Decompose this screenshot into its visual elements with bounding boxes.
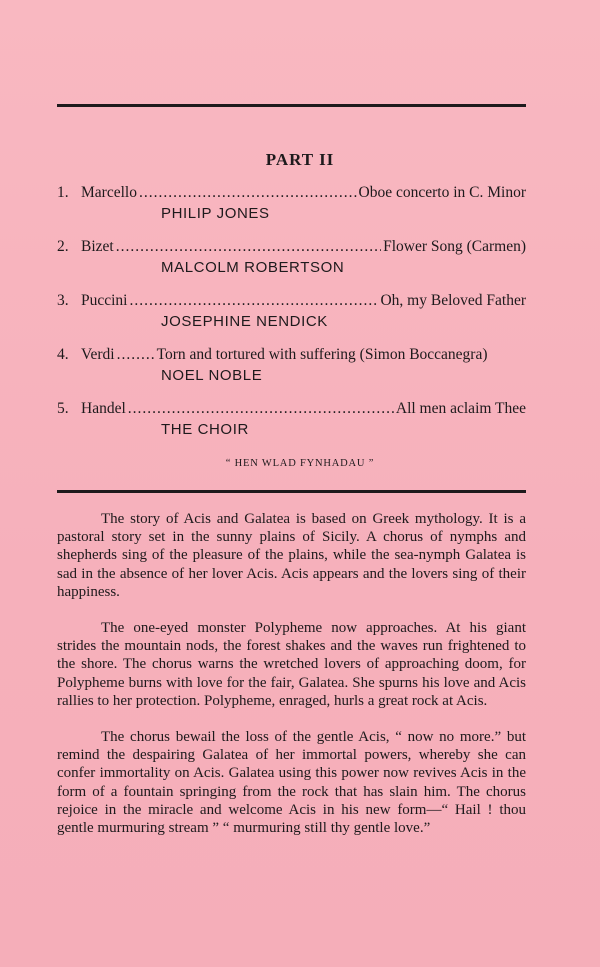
composer: Marcello — [81, 184, 137, 201]
dot-leader — [117, 345, 155, 365]
item-number: 1. — [57, 184, 69, 201]
top-divider — [57, 104, 526, 107]
work-title: Torn and tortured with suffering (Simon Boccanegra) — [156, 346, 488, 363]
dot-leader — [116, 237, 381, 257]
item-number: 5. — [57, 400, 69, 417]
performer: JOSEPHINE NENDICK — [161, 313, 328, 330]
composer: Handel — [81, 400, 126, 417]
program-item — [57, 345, 526, 399]
synopsis-paragraph: The one-eyed monster Polypheme now approaches. At his giant strides the mountain nods, the forest shakes and the waves run frightened to the shore. The chorus warns the wretched lovers of approaching doom, for Polypheme burns with love for the fair, Galatea. She spurns his love and Acis rallies to her protection. Polypheme, enraged, hurls a great rock at Acis. — [57, 620, 526, 709]
work-title: Flower Song (Carmen) — [383, 238, 526, 255]
dot-leader — [128, 399, 394, 419]
program-item — [57, 183, 526, 237]
performer: NOEL NOBLE — [161, 367, 263, 384]
synopsis-paragraph: The story of Acis and Galatea is based on Greek mythology. It is a pastoral story set in the sunny plains of Sicily. A chorus of nymphs and shepherds sing of the pleasure of the plains, while the sea-nymph Galatea is sad in the absence of her lover Acis. Acis appears and the lovers sing of their happiness. — [57, 511, 526, 600]
composer: Puccini — [81, 292, 128, 309]
dot-leader — [139, 183, 357, 203]
item-number: 2. — [57, 238, 69, 255]
work-title: Oh, my Beloved Father — [380, 292, 526, 309]
work-title: Oboe concerto in C. Minor — [358, 184, 526, 201]
performer: MALCOLM ROBERTSON — [161, 259, 345, 276]
work-title: All men aclaim Thee — [395, 400, 526, 417]
synopsis — [57, 510, 526, 855]
item-number: 3. — [57, 292, 69, 309]
composer: Verdi — [81, 346, 115, 363]
performer: THE CHOIR — [161, 421, 249, 438]
middle-divider — [57, 490, 526, 493]
program-item — [57, 399, 526, 453]
program-list — [57, 183, 526, 453]
performer: PHILIP JONES — [161, 205, 270, 222]
closing-anthem: “ HEN WLAD FYNHADAU ” — [225, 458, 375, 469]
dot-leader — [130, 291, 379, 311]
composer: Bizet — [81, 238, 114, 255]
program-item — [57, 237, 526, 291]
synopsis-paragraph: The chorus bewail the loss of the gentle Acis, “ now no more.” but remind the despairing Galatea of her immortal powers, whereby she can confer immortality on Acis. Galatea using this power now revives Acis in the form of a fountain springing from the rock that has slain him. The chorus rejoice in the miracle and welcome Acis in his new form—“ Hail ! thou gentle murmuring stream ” “ murmuring still thy gentle love.” — [57, 729, 526, 837]
part-title: PART II — [265, 150, 335, 169]
program-item — [57, 291, 526, 345]
item-number: 4. — [57, 346, 69, 363]
